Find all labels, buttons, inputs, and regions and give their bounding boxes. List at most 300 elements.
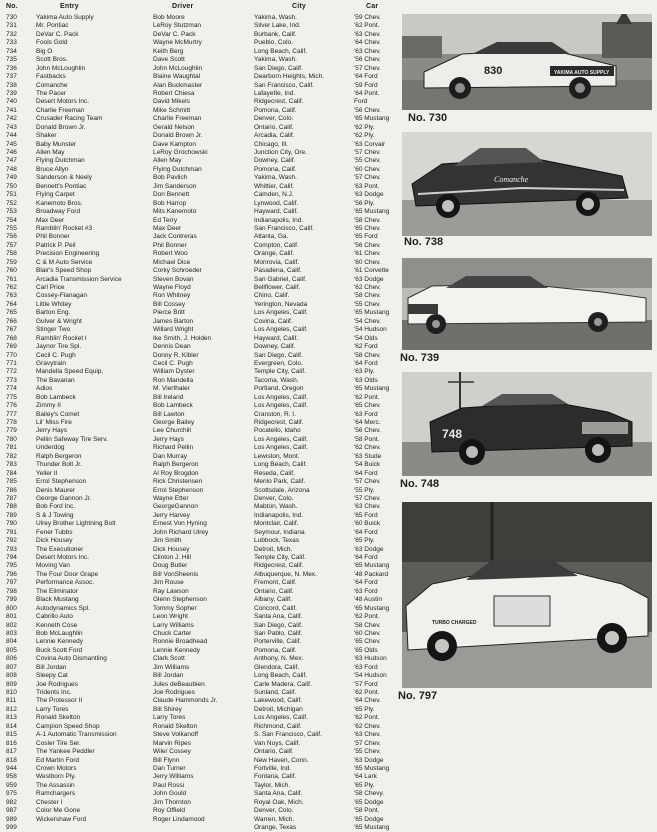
- entry-name: Ulrey Brother Lightning Bolt: [36, 520, 116, 528]
- entry-name: Thunder Bolt Jr.: [36, 461, 82, 469]
- city-name: Cranston, R. I.: [254, 410, 296, 418]
- photo-738-door-text: Comanche: [494, 175, 529, 184]
- driver-name: Doug Butler: [153, 562, 188, 570]
- entry-name: Sleepy Cat: [36, 672, 68, 680]
- city-name: Lakewood, Calif.: [254, 697, 303, 705]
- entry-number: 731: [6, 22, 17, 30]
- driver-name: Bob Moore: [153, 14, 185, 21]
- entry-number: 775: [6, 393, 17, 401]
- city-name: Burbank, Calif.: [254, 30, 297, 38]
- entry-name: Ramchargers: [36, 790, 76, 798]
- city-name: Covina, Calif.: [254, 317, 293, 325]
- entry-name: Ronald Skelton: [36, 714, 81, 722]
- entry-number: 804: [6, 638, 17, 646]
- column-city: [254, 14, 358, 832]
- car-name: '57 Chev.: [354, 494, 381, 502]
- entry-number: 761: [6, 275, 17, 283]
- entry-number: 757: [6, 241, 17, 249]
- driver-name: Jim Rouse: [153, 579, 184, 587]
- entry-name: Cossey-Flanagan: [36, 292, 87, 300]
- driver-name: Ronnie Broadhead: [153, 638, 208, 646]
- car-name: '64 Lark: [354, 773, 377, 781]
- entry-number: 763: [6, 292, 17, 300]
- entry-number: 769: [6, 343, 17, 351]
- car-name: '62 Ply.: [354, 132, 375, 140]
- city-name: Tacoma, Wash.: [254, 376, 299, 384]
- city-name: Lafayette, Ind.: [254, 89, 296, 97]
- city-name: Fremont, Calif.: [254, 579, 297, 587]
- city-name: Yerington, Nevada: [254, 300, 308, 308]
- entry-name: Bailey's Comet: [36, 410, 80, 418]
- entry-number: 803: [6, 629, 17, 637]
- city-name: Richmond, Calif.: [254, 722, 302, 730]
- driver-name: Bill Cossey: [153, 300, 186, 308]
- driver-name: Ernest Von Hyning: [153, 520, 207, 528]
- entry-number: 808: [6, 672, 17, 680]
- driver-name: Richard Pellin: [153, 444, 194, 452]
- car-name: '63 Pont.: [354, 182, 380, 190]
- entry-name: Cabrillo Auto: [36, 613, 73, 621]
- caption-748: No. 748: [400, 478, 440, 490]
- entry-number: 810: [6, 689, 17, 696]
- car-name: '65 Ply.: [354, 537, 375, 545]
- entry-name: Big O: [36, 47, 53, 55]
- car-name: '60 Chev.: [354, 258, 381, 266]
- entry-number: 785: [6, 478, 17, 486]
- city-name: Hayward, Calif.: [254, 208, 299, 216]
- driver-name: Claude Hammonds Jr.: [153, 697, 218, 705]
- entry-name: The Protessor II: [36, 697, 83, 705]
- driver-name: Dave Scott: [153, 56, 185, 64]
- driver-name: Ed Terry: [153, 216, 178, 224]
- entry-number: 755: [6, 224, 17, 232]
- driver-name: Paul Rossi: [153, 781, 185, 789]
- header-no: No.: [6, 3, 18, 10]
- city-name: Monrovia, Calif.: [254, 258, 300, 266]
- header-driver: Driver: [172, 3, 194, 10]
- entry-number: 751: [6, 191, 17, 199]
- city-name: Van Nuys, Calif.: [254, 739, 301, 747]
- car-name: '54 Chev.: [354, 317, 381, 325]
- entry-number: 944: [6, 764, 17, 772]
- car-name: '63 Ford: [354, 587, 378, 595]
- entry-number: 982: [6, 798, 17, 806]
- entry-name: Performance Assoc.: [36, 579, 95, 587]
- driver-name: Bob Lambeck: [153, 402, 193, 410]
- car-name: '62 Ply.: [354, 123, 375, 131]
- photo-738: [402, 132, 652, 236]
- driver-name: Willard Wright: [153, 326, 194, 334]
- car-name: '62 Pont.: [354, 714, 380, 722]
- entry-name: Crusader Racing Team: [36, 115, 103, 123]
- caption-730: No. 730: [408, 112, 448, 124]
- city-name: Glendora, Calif.: [254, 663, 300, 671]
- car-name: '63 Stude: [354, 452, 382, 460]
- entry-number: 798: [6, 587, 17, 595]
- car-name: '58 Chevy.: [354, 790, 385, 798]
- city-name: Atlanta, Ga.: [254, 233, 289, 241]
- driver-name: Jack Contreras: [153, 233, 197, 241]
- entry-name: Gulver & Wright: [36, 317, 82, 325]
- car-name: '64 Ford: [354, 469, 378, 477]
- entry-name: Westborn Ply.: [36, 773, 76, 781]
- entry-name: Phil Bonner: [36, 233, 70, 241]
- header-city: City: [292, 3, 307, 10]
- entry-number: 779: [6, 427, 17, 435]
- car-name: '61 Chev.: [354, 250, 381, 258]
- entry-name: The Pacer: [36, 89, 66, 97]
- entry-name: S & J Towing: [36, 511, 74, 519]
- driver-name: Roy Offield: [153, 807, 186, 815]
- driver-name: Dennis Dean: [153, 343, 191, 351]
- driver-name: DeVar C. Pack: [153, 30, 196, 38]
- car-name: '63 Corvair: [354, 140, 386, 148]
- driver-name: Tommy Sopher: [153, 604, 197, 612]
- entry-name: Patrick P. Peil: [36, 241, 76, 249]
- city-name: Orange, Texas: [254, 824, 297, 831]
- driver-name: Allen May: [153, 157, 182, 165]
- driver-name: Ray Lawson: [153, 587, 189, 595]
- driver-name: Bob Harrop: [153, 199, 187, 207]
- entry-name: Stinger Two: [36, 326, 71, 334]
- city-name: Los Angeles, Calif.: [254, 435, 308, 443]
- entry-name: Baby Munster: [36, 140, 77, 148]
- entry-name: Dick Housey: [36, 537, 73, 545]
- entry-number: 762: [6, 284, 17, 291]
- entry-name: Kenneth Cose: [36, 621, 78, 629]
- entry-number: 809: [6, 680, 17, 688]
- city-name: Anthony, N. Mex.: [254, 655, 304, 663]
- driver-name: Clinton J. Hill: [153, 554, 191, 561]
- entry-number: 814: [6, 722, 17, 730]
- city-name: Bellflower, Calif.: [254, 284, 301, 291]
- city-name: Arcadia, Calif.: [254, 132, 295, 140]
- car-name: '63 Dodge: [354, 545, 384, 553]
- entry-number: 790: [6, 520, 17, 528]
- car-name: '64 Merc.: [354, 419, 381, 426]
- entry-number: 741: [6, 106, 17, 114]
- car-name: '62 Pont.: [354, 22, 380, 30]
- car-name: '58 Pont.: [354, 807, 380, 815]
- car-name: '65 Mustang: [354, 385, 390, 393]
- car-name: '60 Buick: [354, 520, 381, 528]
- entry-name: Barton Eng.: [36, 309, 71, 317]
- entry-number: 816: [6, 739, 17, 747]
- entry-number: 745: [6, 140, 17, 148]
- entry-name: Charlie Freeman: [36, 106, 85, 114]
- car-name: '62 Ford: [354, 343, 378, 351]
- entry-number: 777: [6, 410, 17, 418]
- car-name: '64 Ford: [354, 528, 378, 536]
- entry-number: 794: [6, 554, 17, 561]
- entry-number: 765: [6, 309, 17, 317]
- car-name: '54 Olds: [354, 334, 378, 342]
- entry-number: 782: [6, 452, 17, 460]
- driver-name: Rick Christensen: [153, 478, 203, 486]
- entry-name: The Bavarian: [36, 376, 75, 384]
- entry-number: 743: [6, 123, 17, 131]
- entry-number: 788: [6, 503, 17, 511]
- driver-name: Ralph Bergeron: [153, 461, 199, 469]
- entry-number: 760: [6, 267, 17, 275]
- city-name: Los Angeles, Calif.: [254, 444, 308, 452]
- driver-name: Larry Tores: [153, 714, 186, 722]
- city-name: Los Angeles, Calif.: [254, 714, 308, 722]
- entry-number: 959: [6, 781, 17, 789]
- entry-name: Lennie Kennedy: [36, 638, 83, 646]
- driver-name: Chuck Carter: [153, 629, 192, 637]
- entry-number: 778: [6, 419, 17, 426]
- city-name: Chicago, Ill.: [254, 140, 288, 148]
- entry-name: Covina Auto Dismantling: [36, 655, 107, 663]
- city-name: Reseda, Calif.: [254, 469, 295, 477]
- driver-name: Bill Flynn: [153, 756, 180, 764]
- city-name: Indianapolis, Ind.: [254, 216, 304, 224]
- entry-name: Bill Jordan: [36, 663, 67, 671]
- car-name: '60 Chev.: [354, 629, 381, 637]
- entry-name: Moving Van: [36, 562, 70, 570]
- entry-name: Buck Scott Ford: [36, 646, 83, 654]
- driver-name: Larry Williams: [153, 621, 194, 629]
- city-name: Pueblo, Colo.: [254, 39, 294, 47]
- city-name: Concord, Calif.: [254, 604, 297, 612]
- entry-name: George Gannon Jr.: [36, 494, 92, 502]
- driver-name: M. Vierthaler: [153, 385, 190, 393]
- driver-name: Don Bennett: [153, 191, 190, 199]
- car-name: '62 Pont.: [354, 689, 380, 696]
- driver-name: Dick Housey: [153, 545, 190, 553]
- car-name: '65 Mustang: [354, 309, 390, 317]
- city-name: Long Beach, Calif.: [254, 672, 308, 680]
- car-name: '62 Pont.: [354, 393, 380, 401]
- entry-name: Desert Motors Inc.: [36, 554, 90, 561]
- city-name: Silver Lake, Ind.: [254, 22, 301, 30]
- entry-name: Errol Stephenson: [36, 478, 87, 486]
- photo-730-image: [402, 14, 652, 110]
- entry-name: Comanche: [36, 81, 68, 89]
- entry-number: 958: [6, 773, 17, 781]
- car-name: '65 Chev.: [354, 638, 381, 646]
- column-entry: [36, 14, 154, 832]
- entry-name: Cosler Tire Ser.: [36, 739, 81, 747]
- caption-738: No. 738: [404, 236, 444, 248]
- driver-name: Jules deBeaubien: [153, 680, 205, 688]
- photo-748: [402, 372, 652, 476]
- car-name: Ford: [354, 98, 368, 106]
- entry-number: 780: [6, 435, 17, 443]
- header-entry: Entry: [60, 3, 79, 10]
- city-name: San Diego, Calif.: [254, 64, 303, 72]
- car-name: '63 Ply.: [354, 368, 375, 376]
- city-name: San Gabriel, Calif.: [254, 275, 307, 283]
- entry-number: 737: [6, 73, 17, 81]
- car-name: '64 Ford: [354, 579, 378, 587]
- driver-name: Ronald Skelton: [153, 722, 198, 730]
- city-name: San Pablo, Calif.: [254, 629, 303, 637]
- entry-number: 736: [6, 64, 17, 72]
- city-name: S. San Francisco, Calif.: [254, 731, 322, 739]
- driver-name: Donald Brown Jr.: [153, 132, 203, 140]
- car-name: '57 Ford: [354, 680, 378, 688]
- driver-name: Bill Shirey: [153, 705, 182, 713]
- driver-name: Ron Whitney: [153, 292, 191, 300]
- car-name: '61 Corvette: [354, 267, 389, 275]
- city-name: Yakima, Wash.: [254, 174, 297, 182]
- entry-name: Donald Brown Jr.: [36, 123, 86, 131]
- driver-name: John McLoughlin: [153, 64, 203, 72]
- car-name: '65 Olds: [354, 646, 378, 654]
- city-name: Los Angeles, Calif.: [254, 309, 308, 317]
- entry-name: Bennett's Pontiac: [36, 182, 87, 190]
- city-name: Lynwood, Calif.: [254, 199, 299, 207]
- driver-name: Errol Stephenson: [153, 486, 204, 494]
- entry-number: 975: [6, 790, 17, 798]
- driver-name: Wayne McMurtry: [153, 39, 202, 47]
- city-name: Ridgecrest, Calif.: [254, 98, 304, 106]
- entry-name: Campion Speed Shop: [36, 722, 100, 730]
- car-name: '63 Hudson: [354, 655, 387, 663]
- car-name: '54 Hudson: [354, 326, 387, 334]
- driver-name: Cecil C. Pugh: [153, 359, 193, 367]
- entry-number: 758: [6, 250, 17, 258]
- entry-name: Adios: [36, 385, 53, 393]
- entry-number: 799: [6, 596, 17, 604]
- entry-name: C & M Auto Service: [36, 258, 93, 266]
- driver-name: Dave Kampton: [153, 140, 196, 148]
- driver-name: Max Deer: [153, 224, 182, 232]
- entry-name: Ramblin' Rocket I: [36, 334, 87, 342]
- driver-name: Ike Smith, J. Holden: [153, 334, 212, 342]
- city-name: Pomona, Calif.: [254, 165, 297, 173]
- city-name: Mabton, Wash.: [254, 503, 298, 511]
- driver-name: Gerald Nelson: [153, 123, 195, 131]
- entry-number: 733: [6, 39, 17, 47]
- entry-name: Bob Ford Inc.: [36, 503, 76, 511]
- city-name: Royal Oak, Mich.: [254, 798, 304, 806]
- city-name: Santa Ana, Calif.: [254, 790, 303, 798]
- city-name: Long Beach, Calif.: [254, 461, 308, 469]
- entry-name: Mr. Pontiac: [36, 22, 69, 30]
- entry-number: 744: [6, 132, 17, 140]
- city-name: Portland, Oregon: [254, 385, 304, 393]
- city-name: Carle Madera, Calif.: [254, 680, 312, 688]
- driver-name: Jim Sanderson: [153, 182, 197, 190]
- driver-name: Bill Lawton: [153, 410, 185, 418]
- driver-name: Blaine Waughtal: [153, 73, 201, 81]
- city-name: Denver, Colo.: [254, 807, 294, 815]
- entry-number: 793: [6, 545, 17, 553]
- city-name: Fortville, Ind.: [254, 764, 292, 772]
- car-name: '65 Ply.: [354, 705, 375, 713]
- entry-number: 789: [6, 511, 17, 519]
- entry-name: Wickershaw Ford: [36, 815, 87, 823]
- entry-number: 796: [6, 570, 17, 578]
- city-name: Los Angeles, Calif.: [254, 326, 308, 334]
- car-name: '65 Chev.: [354, 402, 381, 410]
- photo-739-image: [402, 258, 652, 350]
- city-name: Taylor, Mich.: [254, 781, 291, 789]
- car-name: '57 Chev.: [354, 174, 381, 182]
- city-name: Denver, Colo.: [254, 115, 294, 123]
- entry-name: Fener Tubbs: [36, 528, 73, 536]
- driver-name: Flying Dutchman: [153, 165, 202, 173]
- car-name: '64 Ford: [354, 73, 378, 81]
- car-name: '63 Chev.: [354, 503, 381, 511]
- driver-name: Robert Woo: [153, 250, 188, 258]
- car-name: '55 Chev.: [354, 300, 381, 308]
- city-name: Indianapolis, Ind.: [254, 511, 304, 519]
- car-name: '55 Chev.: [354, 748, 381, 756]
- driver-name: Donny R. Kibler: [153, 351, 199, 359]
- entry-name: Flying Carpet: [36, 191, 75, 199]
- column-no: [6, 14, 28, 832]
- driver-name: John Richard Ulrey: [153, 528, 209, 536]
- driver-name: Alan Buckmaster: [153, 81, 203, 89]
- entry-name: The Yankee Peddler: [36, 748, 95, 756]
- city-name: Ontario, Calif.: [254, 587, 294, 595]
- driver-name: Bill VonSheenis: [153, 570, 199, 578]
- city-name: Yakima, Wash.: [254, 56, 297, 64]
- entry-number: 749: [6, 174, 17, 182]
- car-name: '48 Packard: [354, 570, 389, 578]
- entry-number: 795: [6, 562, 17, 570]
- city-name: San Francisco, Calif.: [254, 224, 314, 232]
- photo-738-image: [402, 132, 652, 236]
- car-name: '48 Austin: [354, 596, 382, 604]
- caption-797: No. 797: [398, 690, 438, 702]
- entry-number: 802: [6, 621, 17, 629]
- car-name: '65 Ply.: [354, 781, 375, 789]
- car-name: '56 Chev.: [354, 106, 381, 114]
- car-name: '62 Pont.: [354, 613, 380, 621]
- city-name: Temple City, Calif.: [254, 368, 306, 376]
- city-name: Downey, Calif.: [254, 157, 296, 165]
- photo-748-image: [402, 372, 652, 476]
- entry-number: 812: [6, 705, 17, 713]
- city-name: San Francisco, Calif.: [254, 81, 314, 89]
- car-name: '58 Chev.: [354, 351, 381, 359]
- entry-number: 786: [6, 486, 17, 494]
- car-name: '59 Ford: [354, 81, 378, 89]
- entry-number: 791: [6, 528, 17, 536]
- entry-number: 801: [6, 613, 17, 621]
- photo-730: [402, 14, 652, 110]
- city-name: Hayward, Calif.: [254, 334, 299, 342]
- entry-number: 806: [6, 655, 17, 663]
- car-name: '62 Chev.: [354, 722, 381, 730]
- city-name: Santa Ana, Calif.: [254, 613, 303, 621]
- entry-number: 732: [6, 30, 17, 38]
- car-name: '57 Chev.: [354, 478, 381, 486]
- photo-730-door-text: YAKIMA AUTO SUPPLY: [554, 70, 610, 76]
- column-driver: [153, 14, 253, 832]
- driver-name: Pierce Britt: [153, 309, 185, 317]
- entry-name: Cecil C. Pugh: [36, 351, 76, 359]
- entry-number: 811: [6, 697, 17, 705]
- entry-name: Underdog: [36, 444, 65, 452]
- driver-name: Corky Schroeder: [153, 267, 202, 275]
- city-name: Ontario, Calif.: [254, 748, 294, 756]
- driver-name: Steven Bovan: [153, 275, 194, 283]
- city-name: Detroit, Mich.: [254, 545, 293, 553]
- car-name: '58 Chev.: [354, 621, 381, 629]
- car-name: '54 Hudson: [354, 672, 387, 680]
- city-name: Albany, Calif.: [254, 596, 292, 604]
- driver-name: [153, 824, 253, 832]
- car-name: '62 Chev.: [354, 284, 381, 291]
- city-name: Fontana, Calif.: [254, 773, 297, 781]
- city-name: Long Beach, Calif.: [254, 47, 308, 55]
